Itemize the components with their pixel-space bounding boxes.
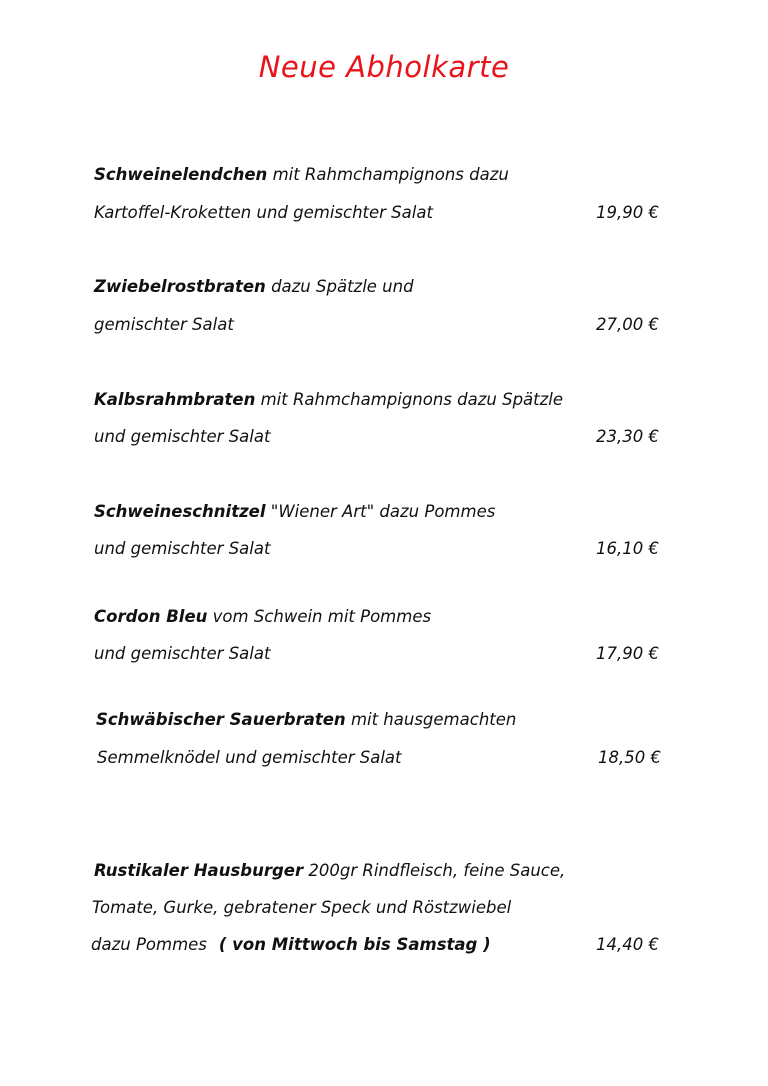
dish-name: Zwiebelrostbraten <box>94 277 266 296</box>
dish-description: "Wiener Art" dazu Pommes <box>270 502 496 521</box>
dish-name: Cordon Bleu <box>94 607 208 626</box>
item-line-1 <box>0 275 768 299</box>
page-title: Neue Abholkarte <box>258 50 510 84</box>
dish-price: 14,40 € <box>596 935 659 954</box>
item-line-3 <box>0 933 768 957</box>
item-line-1 <box>0 708 768 732</box>
dish-name: Schweineschnitzel <box>94 502 266 521</box>
item-line-1 <box>0 859 768 883</box>
dish-description: Tomate, Gurke, gebratener Speck und Röstzwiebel <box>92 898 512 917</box>
dish-name: Schwäbischer Sauerbraten <box>96 710 346 729</box>
item-line-1 <box>0 388 768 412</box>
dish-description: 200gr Rindfleisch, feine Sauce, <box>308 861 566 880</box>
dish-name: Schweinelendchen <box>94 165 268 184</box>
dish-description: mit Rahmchampignons dazu Spätzle <box>260 390 564 409</box>
item-line-2 <box>0 425 768 449</box>
dish-price: 19,90 € <box>596 203 659 222</box>
item-line-2 <box>0 313 768 337</box>
dish-description: Kartoffel-Kroketten und gemischter Salat <box>94 203 433 222</box>
dish-description: mit Rahmchampignons dazu <box>272 165 509 184</box>
item-line-2 <box>0 537 768 561</box>
item-line-1 <box>0 605 768 629</box>
item-line-1 <box>0 163 768 187</box>
dish-price: 16,10 € <box>596 539 659 558</box>
dish-price: 23,30 € <box>596 427 659 446</box>
dish-description: Semmelknödel und gemischter Salat <box>97 748 402 767</box>
item-line-2 <box>0 642 768 666</box>
item-line-1 <box>0 500 768 524</box>
dish-description: vom Schwein mit Pommes <box>212 607 432 626</box>
dish-name: Rustikaler Hausburger <box>94 861 304 880</box>
item-line-2 <box>0 746 768 770</box>
item-line-2 <box>0 896 768 920</box>
dish-price: 27,00 € <box>596 315 659 334</box>
dish-price: 17,90 € <box>596 644 659 663</box>
dish-description: und gemischter Salat <box>94 644 271 663</box>
dish-description: und gemischter Salat <box>94 427 271 446</box>
dish-description: und gemischter Salat <box>94 539 271 558</box>
dish-description: dazu Spätzle und <box>271 277 414 296</box>
dish-price: 18,50 € <box>598 748 661 767</box>
item-line-2 <box>0 201 768 225</box>
dish-name: Kalbsrahmbraten <box>94 390 256 409</box>
dish-description: dazu Pommes <box>91 935 207 954</box>
dish-description: mit hausgemachten <box>350 710 517 729</box>
dish-description: gemischter Salat <box>94 315 234 334</box>
availability-note: ( von Mittwoch bis Samstag ) <box>218 935 491 954</box>
